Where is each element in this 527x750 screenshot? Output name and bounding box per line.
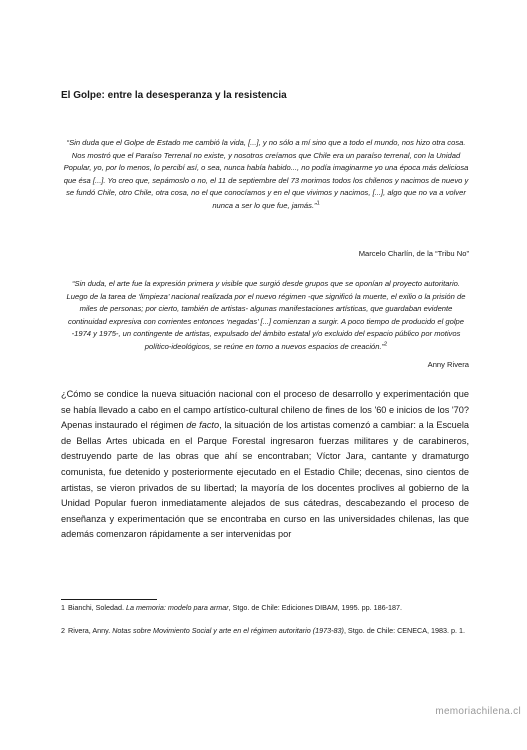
body-text-italic: de facto: [186, 420, 220, 431]
quote-1-text: “Sin duda que el Golpe de Estado me cambió la vida, [...], y no sólo a mí sino que a todo el mundo, nos hizo otra cosa. Nos mostró que el Paraíso Terrenal no existe, y nosotros creíamos que Chile era un paraíso terrenal, con la Unidad Popular, yo, por lo menos, lo percibí así, o sea, nunca había habido..., no podía imaginarme yo una época más deliciosa que ésa [...]. Yo creo que, sepámoslo o no, el 11 de septiembre del 73 morimos todos los chilenos y nacimos de nuevo y se fundó Chile, otro Chile, otra cosa, no el que conocíamos y en el que vivimos y nacimos, [...], algo que no va a volver nunca a ser lo que fue, jamás.”: [63, 138, 469, 210]
footnote-1-text-b: , Stgo. de Chile: Ediciones DIBAM, 1995. pp. 186-187.: [228, 603, 403, 612]
epigraph-quote-2: [62, 278, 470, 354]
footnote-divider: [61, 599, 157, 600]
quote-1-attribution: Marcelo Charlín, de la “Tribu No”: [358, 249, 469, 258]
body-paragraph: [61, 387, 469, 543]
footnote-2-text-a: Rivera, Anny.: [68, 626, 113, 635]
quote-2-attribution: Anny Rivera: [427, 360, 469, 369]
quote-2-text: “Sin duda, el arte fue la expresión primera y visible que surgió desde grupos que se oponían al proyecto autoritario. Luego de la tarea de ‘limpieza’ nacional realizada por el nuevo régimen -que significó la muerte, el exilio o la prisión de miles de personas; por cierto, también de artistas- algunas manifestaciones artísticas, que guardaban evidente continuidad expresiva con corrientes entonces ‘negadas’ [...] comienzan a surgir. A poco tiempo de producido el golpe -1974 y 1975-, un contingente de artistas, expulsado del ámbito estatal y/o excluido del espacio público por motivos político-ideológicos, se reúne en torno a nuevos espacios de creación.”: [66, 279, 466, 351]
footnote-1-text-a: Bianchi, Soledad.: [68, 603, 126, 612]
footnote-2-title: Notas sobre Movimiento Social y arte en el régimen autoritario (1973-83): [112, 626, 344, 635]
section-title: El Golpe: entre la desesperanza y la resistencia: [61, 90, 287, 101]
footnote-2: [61, 626, 471, 636]
body-text-part-2: , la situación de los artistas comenzó a cambiar: a la Escuela de Bellas Artes ubicada en el Parque Forestal ingresaron fuerzas militares y de carabineros, destruyendo parte de las obras que ahí se encontraban; Víctor Jara, cantante y dramaturgo comunista, fue detenido y posteriormente ejecutado en el Estadio Chile; decenas, sino cientos de artistas, se vieron privados de su libertad; la mayoría de los docentes proclives al gobierno de la Unidad Popular fueron inmediatamente alejados de sus cátedras, descabezando el proceso de enseñanza y experimentación que se encontraba en curso en las universidades chilenas, las que además comenzaron rápidamente a ser intervenidas por: [61, 420, 470, 540]
footnote-ref-2[interactable]: 2: [384, 341, 388, 348]
footnote-2-number: 2: [61, 626, 65, 635]
site-watermark: memoriachilena.cl: [435, 706, 521, 717]
body-text-part-1: ¿Cómo se condice la nueva situación nacional con el proceso de desarrollo y experimentación que se había llevado a cabo en el campo artístico-cultural chileno de fines de los '60 e inicios de los '70? Apenas instaurado el régimen: [61, 389, 469, 431]
footnote-1-number: 1: [61, 603, 65, 612]
epigraph-quote-1: [62, 137, 470, 213]
footnote-1: [61, 603, 471, 613]
footnote-2-text-b: , Stgo. de Chile: CENECA, 1983. p. 1.: [343, 626, 465, 635]
footnote-1-title: La memoria: modelo para armar: [125, 603, 229, 612]
footnote-ref-1[interactable]: 1: [316, 200, 320, 207]
